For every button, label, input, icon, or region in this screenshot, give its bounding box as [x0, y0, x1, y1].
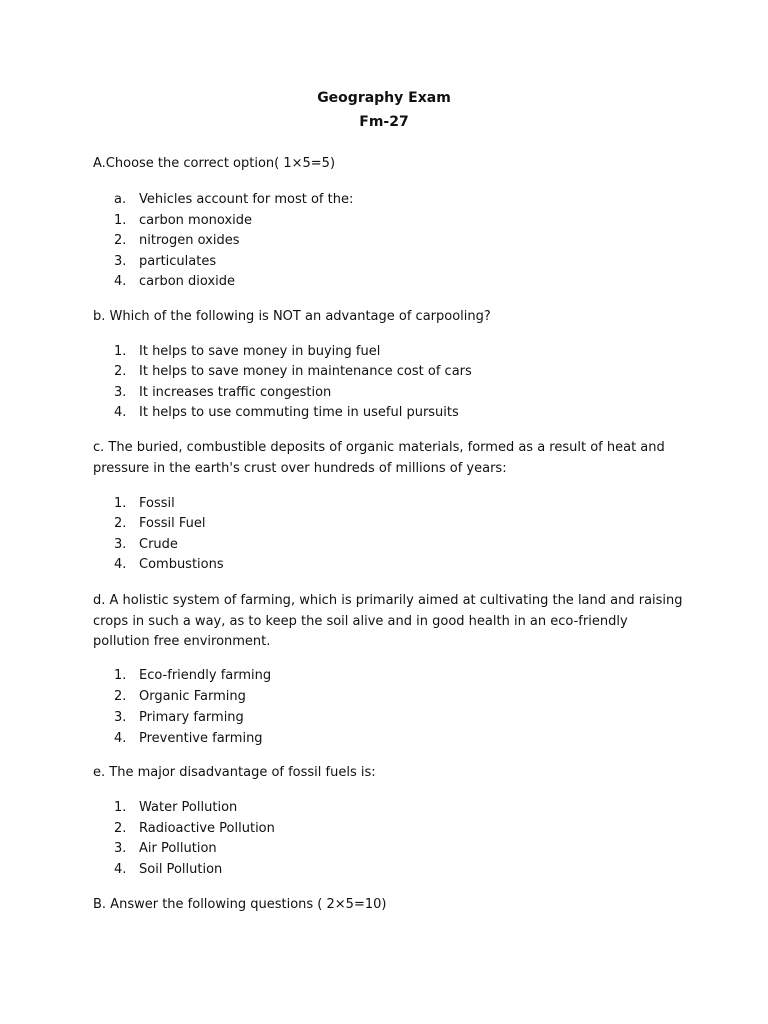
option-number: 1.: [114, 668, 127, 683]
option-number: 2.: [114, 516, 127, 531]
option-text: Air Pollution: [139, 841, 217, 856]
question-d-option-1: [114, 666, 271, 687]
question-marker: a.: [114, 192, 127, 207]
option-text: Water Pollution: [139, 800, 238, 815]
option-text: carbon dioxide: [139, 274, 236, 289]
section-a-heading: A.Choose the correct option( 1×5=5): [93, 156, 336, 171]
option-text: Eco-friendly farming: [139, 668, 272, 683]
question-d-option-4: [114, 729, 263, 750]
option-text: Fossil: [139, 496, 175, 511]
question-b-stem: b. Which of the following is NOT an advantage of carpooling?: [93, 309, 491, 324]
option-number: 3.: [114, 537, 127, 552]
option-number: 1.: [114, 213, 127, 228]
option-number: 1.: [114, 344, 127, 359]
question-c-stem: c. The buried, combustible deposits of organic materials, formed as a result of heat and pressure in the earth's crust over hundreds of millions of years:: [93, 440, 665, 476]
question-e-stem: e. The major disadvantage of fossil fuels is:: [93, 765, 376, 780]
question-a-option-3: [114, 252, 216, 273]
option-text: Primary farming: [139, 710, 244, 725]
question-a-option-1: [114, 211, 252, 232]
option-text: Soil Pollution: [139, 862, 223, 877]
option-text: It helps to save money in maintenance cost of cars: [139, 364, 472, 379]
option-number: 3.: [114, 254, 127, 269]
exam-code: Fm-27: [359, 114, 409, 130]
option-number: 4.: [114, 862, 127, 877]
option-text: Preventive farming: [139, 731, 263, 746]
question-b-option-1: [114, 342, 380, 363]
question-c-option-1: [114, 494, 175, 515]
question-a-option-4: [114, 272, 235, 293]
option-number: 3.: [114, 385, 127, 400]
question-c-option-2: [114, 514, 206, 535]
question-a-option-2: [114, 231, 239, 252]
question-d-stem: d. A holistic system of farming, which is primarily aimed at cultivating the land and raising crops in such a way, as to keep the soil alive and in good health in an eco-friendly pollution free environment.: [93, 593, 683, 649]
question-c-option-4: [114, 555, 224, 576]
exam-title: Geography Exam: [317, 90, 451, 106]
option-number: 2.: [114, 689, 127, 704]
option-text: particulates: [139, 254, 217, 269]
question-b-option-3: [114, 383, 331, 404]
option-number: 2.: [114, 364, 127, 379]
option-number: 2.: [114, 821, 127, 836]
question-text: Vehicles account for most of the:: [139, 192, 354, 207]
question-d-option-2: [114, 687, 246, 708]
question-b-option-2: [114, 362, 472, 383]
option-text: carbon monoxide: [139, 213, 253, 228]
option-text: It increases traffic congestion: [139, 385, 332, 400]
question-e-option-1: [114, 798, 237, 819]
question-e-option-4: [114, 860, 222, 881]
option-text: It helps to use commuting time in useful pursuits: [139, 405, 459, 420]
option-number: 1.: [114, 496, 127, 511]
option-text: Crude: [139, 537, 178, 552]
option-number: 3.: [114, 841, 127, 856]
option-number: 2.: [114, 233, 127, 248]
option-number: 4.: [114, 557, 127, 572]
question-e-option-2: [114, 819, 275, 840]
option-number: 3.: [114, 710, 127, 725]
question-b-option-4: [114, 403, 459, 424]
question-c-option-3: [114, 535, 178, 556]
option-number: 4.: [114, 405, 127, 420]
option-number: 4.: [114, 731, 127, 746]
option-text: Fossil Fuel: [139, 516, 206, 531]
question-e-option-3: [114, 839, 217, 860]
option-text: Combustions: [139, 557, 224, 572]
section-b-heading: B. Answer the following questions ( 2×5=10): [93, 897, 387, 912]
option-text: It helps to save money in buying fuel: [139, 344, 381, 359]
question-a-stem: [114, 190, 353, 211]
option-text: Radioactive Pollution: [139, 821, 275, 836]
option-number: 1.: [114, 800, 127, 815]
question-d-option-3: [114, 708, 244, 729]
option-text: Organic Farming: [139, 689, 246, 704]
option-number: 4.: [114, 274, 127, 289]
option-text: nitrogen oxides: [139, 233, 240, 248]
